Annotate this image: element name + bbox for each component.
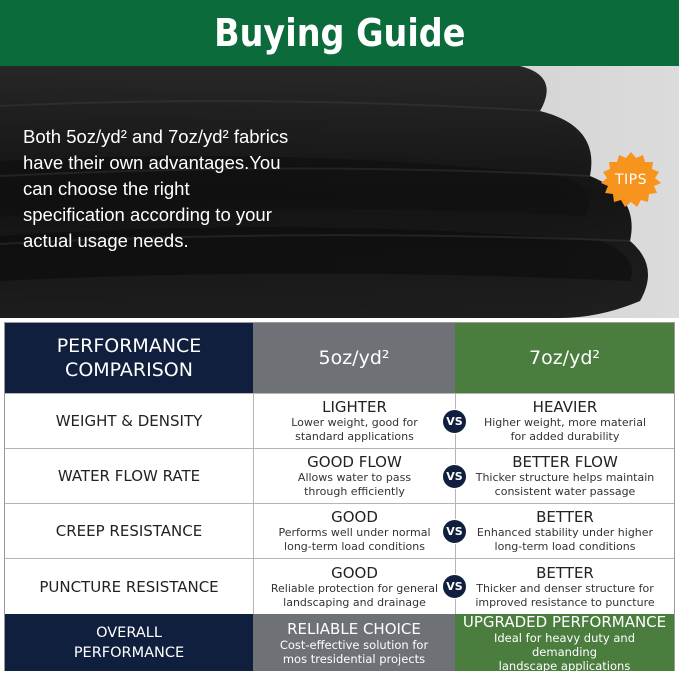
value-title: BETTER FLOW (512, 453, 618, 471)
value-desc: Allows water to pass (297, 471, 412, 484)
value-desc: consistent water passage (494, 485, 636, 498)
metric-label: PUNCTURE RESISTANCE (39, 577, 219, 596)
value-desc: Thicker and denser structure for (476, 581, 654, 595)
metric-label: WATER FLOW RATE (57, 467, 201, 485)
value-title: RELIABLE CHOICE (287, 619, 421, 638)
overall-5oz (253, 614, 455, 671)
value-title: GOOD FLOW (307, 453, 402, 471)
value-desc: Reliable protection for general (270, 581, 439, 595)
table-row (5, 503, 674, 558)
header-5oz-cell: 5oz/yd² (253, 323, 455, 393)
value-title: LIGHTER (322, 398, 387, 416)
header-banner (0, 0, 679, 66)
hero-description (23, 124, 363, 254)
value-desc: landscaping and drainage (283, 595, 426, 609)
header-metric-line: PERFORMANCE (56, 335, 202, 357)
value-desc: long-term load conditions (494, 540, 636, 553)
overall-metric-cell (5, 614, 253, 671)
value-desc: Enhanced stability under higher (476, 526, 654, 539)
value-desc: improved resistance to puncture (475, 595, 655, 609)
metric-label: CREEP RESISTANCE (55, 522, 203, 540)
value-title: UPGRADED PERFORMANCE (462, 612, 667, 631)
fabric-hero-image (0, 66, 679, 318)
table-row (5, 448, 674, 503)
value-title: BETTER (536, 563, 594, 582)
value-desc: Cost-effective solution for (279, 637, 429, 652)
table-row (5, 558, 674, 614)
vs-badge: VS (442, 519, 467, 544)
header-metric-cell (5, 323, 253, 393)
value-title: GOOD (331, 508, 378, 526)
value-desc: mos tresidential projects (282, 651, 426, 666)
value-5oz (253, 449, 455, 503)
table-header-row (5, 323, 674, 393)
header-metric-line: COMPARISON (65, 359, 193, 381)
value-5oz (253, 394, 455, 448)
vs-badge: VS (442, 464, 467, 489)
table-row (5, 393, 674, 448)
value-title: BETTER (536, 508, 594, 526)
tips-label: TIPS (614, 172, 647, 188)
value-desc: Thicker structure helps maintain (475, 471, 655, 484)
hero-line: specification according to your (23, 204, 272, 225)
hero-line: have their own advantages.You (23, 152, 281, 173)
header-7oz-cell: 7oz/yd² (455, 323, 674, 393)
value-7oz (455, 394, 674, 448)
value-desc: Higher weight, more material (483, 416, 647, 429)
hero-line: Both 5oz/yd² and 7oz/yd² fabrics (23, 126, 289, 147)
value-7oz (455, 449, 674, 503)
value-5oz (253, 504, 455, 558)
value-title: HEAVIER (532, 398, 598, 416)
hero-line: can choose the right (23, 178, 190, 199)
page-title: Buying Guide (213, 11, 466, 55)
value-desc: through efficiently (304, 485, 405, 498)
tips-badge (600, 151, 662, 209)
overall-metric-line: PERFORMANCE (73, 644, 185, 661)
vs-badge: VS (442, 574, 467, 599)
value-desc: Performs well under normal (278, 526, 431, 539)
overall-performance-row (5, 614, 674, 671)
value-desc: Lower weight, good for (291, 416, 418, 429)
value-title: GOOD (331, 563, 378, 582)
value-5oz (253, 559, 455, 614)
comparison-table (4, 322, 675, 671)
value-7oz (455, 559, 674, 614)
value-desc: for added durability (510, 430, 620, 443)
overall-metric-line: OVERALL (96, 624, 162, 641)
value-7oz (455, 504, 674, 558)
hero-line: actual usage needs. (23, 230, 189, 251)
metric-label: WEIGHT & DENSITY (55, 412, 203, 430)
vs-badge: VS (442, 409, 467, 434)
value-desc: landscape applications (498, 658, 631, 673)
value-desc: long-term load conditions (284, 540, 425, 553)
overall-7oz (455, 614, 674, 671)
value-desc: standard applications (295, 430, 414, 443)
value-desc: Ideal for heavy duty and demanding (493, 630, 635, 659)
